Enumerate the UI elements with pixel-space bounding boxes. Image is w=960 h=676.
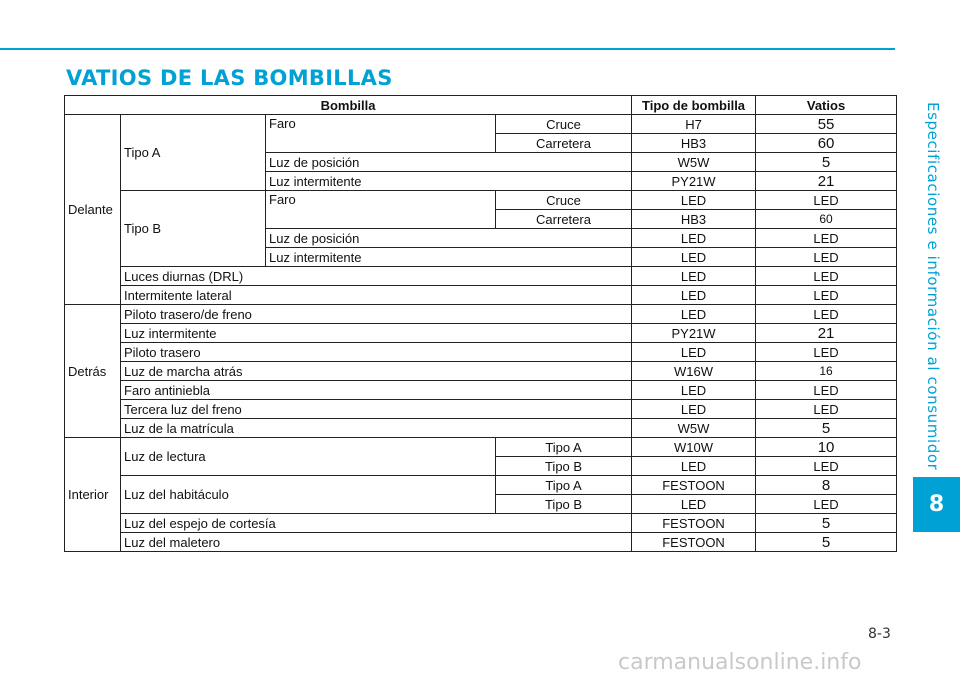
- table-row: [65, 343, 897, 362]
- bulb-watts: LED: [756, 248, 897, 267]
- table-row: [65, 400, 897, 419]
- bulb-watts: LED: [756, 381, 897, 400]
- group-detras: Detrás: [65, 305, 121, 438]
- bulb-watts: 21: [756, 172, 897, 191]
- table-row: [65, 305, 897, 324]
- bulb-watts: 5: [756, 514, 897, 533]
- bulb-type: W16W: [632, 362, 756, 381]
- chapter-tab: 8: [913, 477, 960, 532]
- table-row: [65, 438, 897, 457]
- bulb-label: Luz de lectura: [121, 438, 496, 476]
- table-row: [65, 267, 897, 286]
- bulb-watts: LED: [756, 343, 897, 362]
- bulb-watts: 60: [756, 134, 897, 153]
- page-number: 8-3: [868, 626, 891, 642]
- bulb-label: Luz intermitente: [266, 248, 632, 267]
- faro-label: Faro: [266, 115, 496, 153]
- bulb-type: W5W: [632, 419, 756, 438]
- bulb-type: LED: [632, 286, 756, 305]
- table-row: [65, 324, 897, 343]
- header-bulb: Bombilla: [65, 96, 632, 115]
- variant-label: Cruce: [496, 191, 632, 210]
- bulb-type: FESTOON: [632, 533, 756, 552]
- bulb-type: LED: [632, 400, 756, 419]
- bulb-watts: 5: [756, 533, 897, 552]
- bulb-type: LED: [632, 495, 756, 514]
- watermark: carmanualsonline.info: [618, 650, 862, 675]
- bulb-watts: LED: [756, 229, 897, 248]
- bulb-label: Luz intermitente: [121, 324, 632, 343]
- bulb-type: LED: [632, 191, 756, 210]
- bulb-watts: LED: [756, 305, 897, 324]
- table-row: [65, 362, 897, 381]
- bulb-type: HB3: [632, 210, 756, 229]
- bulb-watts: 21: [756, 324, 897, 343]
- bulb-watts: 5: [756, 419, 897, 438]
- subgroup-tipo-b: Tipo B: [121, 191, 266, 267]
- variant-label: Tipo B: [496, 457, 632, 476]
- bulb-watts: 60: [756, 210, 897, 229]
- bulb-watts: 8: [756, 476, 897, 495]
- bulb-label: Luces diurnas (DRL): [121, 267, 632, 286]
- table-row: [65, 286, 897, 305]
- top-rule: [0, 48, 895, 50]
- bulb-type: LED: [632, 305, 756, 324]
- table-row: [65, 514, 897, 533]
- bulb-watts: LED: [756, 267, 897, 286]
- variant-label: Tipo B: [496, 495, 632, 514]
- table-row: [65, 419, 897, 438]
- bulb-type: LED: [632, 248, 756, 267]
- table-row: [65, 191, 897, 210]
- faro-label: Faro: [266, 191, 496, 229]
- bulb-label: Luz de posición: [266, 153, 632, 172]
- bulb-type: H7: [632, 115, 756, 134]
- bulb-label: Luz del espejo de cortesía: [121, 514, 632, 533]
- variant-label: Tipo A: [496, 438, 632, 457]
- bulb-label: Intermitente lateral: [121, 286, 632, 305]
- bulb-watts: LED: [756, 457, 897, 476]
- bulb-type: W10W: [632, 438, 756, 457]
- table-row: [65, 533, 897, 552]
- bulb-watts: LED: [756, 286, 897, 305]
- bulb-label: Luz del habitáculo: [121, 476, 496, 514]
- bulb-label: Luz del maletero: [121, 533, 632, 552]
- bulb-label: Luz de marcha atrás: [121, 362, 632, 381]
- subgroup-tipo-a: Tipo A: [121, 115, 266, 191]
- bulb-type: PY21W: [632, 172, 756, 191]
- header-watts: Vatios: [756, 96, 897, 115]
- bulb-watts: 55: [756, 115, 897, 134]
- variant-label: Carretera: [496, 210, 632, 229]
- bulb-type: LED: [632, 343, 756, 362]
- bulb-type: LED: [632, 381, 756, 400]
- bulb-type: W5W: [632, 153, 756, 172]
- bulb-watts: LED: [756, 191, 897, 210]
- bulb-type: LED: [632, 267, 756, 286]
- section-title: VATIOS DE LAS BOMBILLAS: [66, 66, 393, 90]
- bulb-label: Tercera luz del freno: [121, 400, 632, 419]
- variant-label: Cruce: [496, 115, 632, 134]
- variant-label: Carretera: [496, 134, 632, 153]
- bulb-type: FESTOON: [632, 514, 756, 533]
- bulb-label: Faro antiniebla: [121, 381, 632, 400]
- table-row: [65, 381, 897, 400]
- bulb-watts: 10: [756, 438, 897, 457]
- variant-label: Tipo A: [496, 476, 632, 495]
- table-row: [65, 476, 897, 495]
- bulb-type: LED: [632, 229, 756, 248]
- bulb-watts: LED: [756, 400, 897, 419]
- bulb-label: Luz de la matrícula: [121, 419, 632, 438]
- table-row: [65, 115, 897, 134]
- bulb-watts: LED: [756, 495, 897, 514]
- bulb-type: FESTOON: [632, 476, 756, 495]
- bulb-label: Luz de posición: [266, 229, 632, 248]
- table-header-row: [65, 96, 897, 115]
- group-delante: Delante: [65, 115, 121, 305]
- bulb-watts: 5: [756, 153, 897, 172]
- bulb-type: PY21W: [632, 324, 756, 343]
- bulb-label: Piloto trasero: [121, 343, 632, 362]
- header-type: Tipo de bombilla: [632, 96, 756, 115]
- bulb-type: LED: [632, 457, 756, 476]
- bulb-watts: 16: [756, 362, 897, 381]
- bulb-label: Piloto trasero/de freno: [121, 305, 632, 324]
- bulb-wattage-table: [64, 95, 897, 552]
- group-interior: Interior: [65, 438, 121, 552]
- chapter-side-title: Especificaciones e información al consumidor: [924, 101, 942, 471]
- bulb-label: Luz intermitente: [266, 172, 632, 191]
- bulb-type: HB3: [632, 134, 756, 153]
